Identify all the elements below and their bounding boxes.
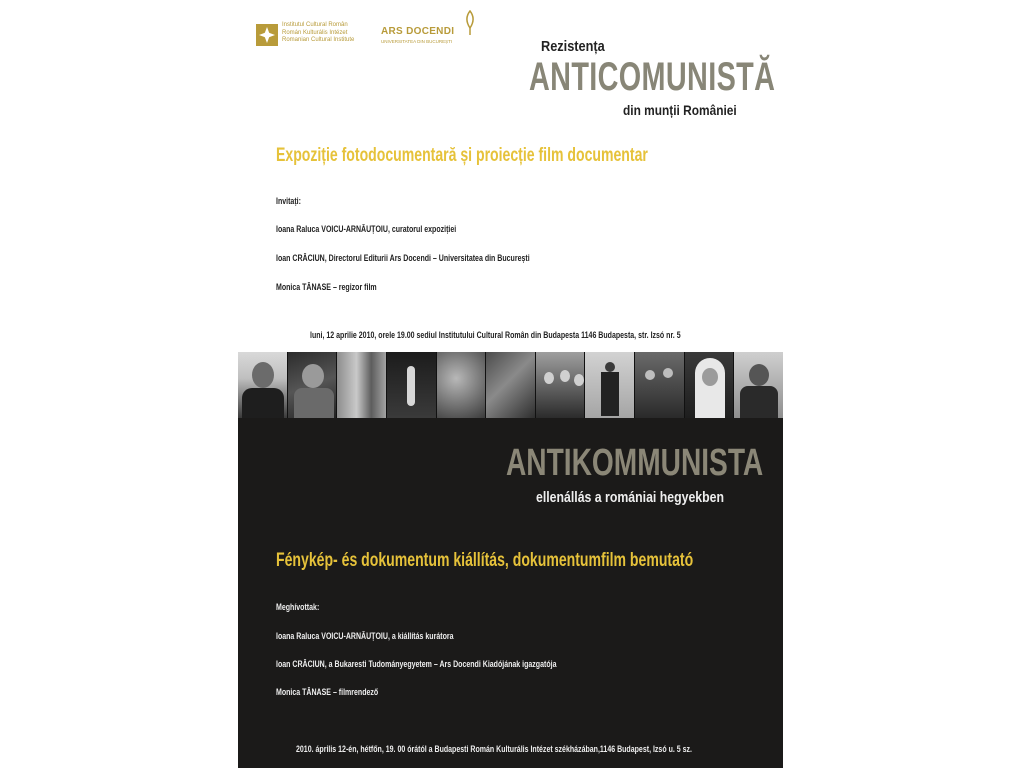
guest-hu-1: Ioana Raluca VOICU-ARNĂUȚOIU, a kiállítás kurátora (276, 631, 454, 641)
subtitle-ro: Expoziție fotodocumentară și proiecție film documentar (276, 145, 648, 166)
photo-strip (238, 352, 783, 418)
ars-docendi-name: ARS DOCENDI (381, 26, 455, 37)
icr-line-3: Romanian Cultural Institute (282, 37, 355, 43)
guest-ro-1: Ioana Raluca VOICU-ARNĂUȚOIU, curatorul expoziției (276, 224, 457, 234)
ars-docendi-sub: UNIVERSITATEA DIN BUCUREȘTI (381, 39, 453, 44)
title-main-ro: ANTICOMUNISTĂ (529, 55, 776, 99)
veiled-woman-photo (685, 352, 735, 418)
title-top-ro: Rezistența (541, 38, 605, 55)
title-sub-hu: ellenállás a romániai hegyekben (536, 489, 725, 506)
invited-label-hu: Meghívottak: (276, 602, 320, 612)
event-line-ro: luni, 12 aprilie 2010, orele 19.00 sediul Institutului Cultural Român din Budapesta 1146 Budapesta, str. Izsó nr. 5 (310, 330, 681, 340)
pen-nib-icon (463, 10, 477, 36)
portrait-woman-photo (288, 352, 338, 418)
poster (238, 0, 783, 768)
standing-man-photo (585, 352, 635, 418)
subtitle-hu: Fénykép- és dokumentum kiállítás, dokumentumfilm bemutató (276, 550, 694, 571)
invited-label-ro: Invitați: (276, 196, 301, 206)
rock-photo (437, 352, 487, 418)
icr-line-2: Román Kulturális Intézet (282, 29, 348, 36)
title-bottom-ro: din munții României (623, 102, 737, 118)
romanian-section (238, 0, 783, 352)
guest-ro-3: Monica TĂNASE – regizor film (276, 282, 377, 292)
portrait-man-photo (238, 352, 288, 418)
guest-hu-3: Monica TĂNASE – filmrendező (276, 687, 379, 697)
title-main-hu: ANTIKOMMUNISTA (506, 442, 764, 484)
icr-logo (256, 22, 376, 52)
wall-photo (337, 352, 387, 418)
ars-docendi-logo (381, 10, 491, 54)
soldiers-photo (635, 352, 685, 418)
group-photo (536, 352, 586, 418)
icr-cross-icon (256, 24, 278, 46)
guest-ro-2: Ioan CRĂCIUN, Directorul Editurii Ars Docendi – Universitatea din București (276, 253, 530, 263)
icr-line-1: Institutul Cultural Român (282, 22, 348, 28)
event-line-hu: 2010. április 12-én, hétfőn, 19. 00 órától a Budapesti Román Kulturális Intézet székházában,1146 Budapest, Izsó u. 5 sz. (296, 744, 692, 754)
guest-hu-2: Ioan CRĂCIUN, a Bukaresti Tudományegyetem – Ars Docendi Kiadójának igazgatója (276, 659, 557, 669)
forest-photo (486, 352, 536, 418)
figure-photo (387, 352, 437, 418)
uniform-man-photo (734, 352, 783, 418)
